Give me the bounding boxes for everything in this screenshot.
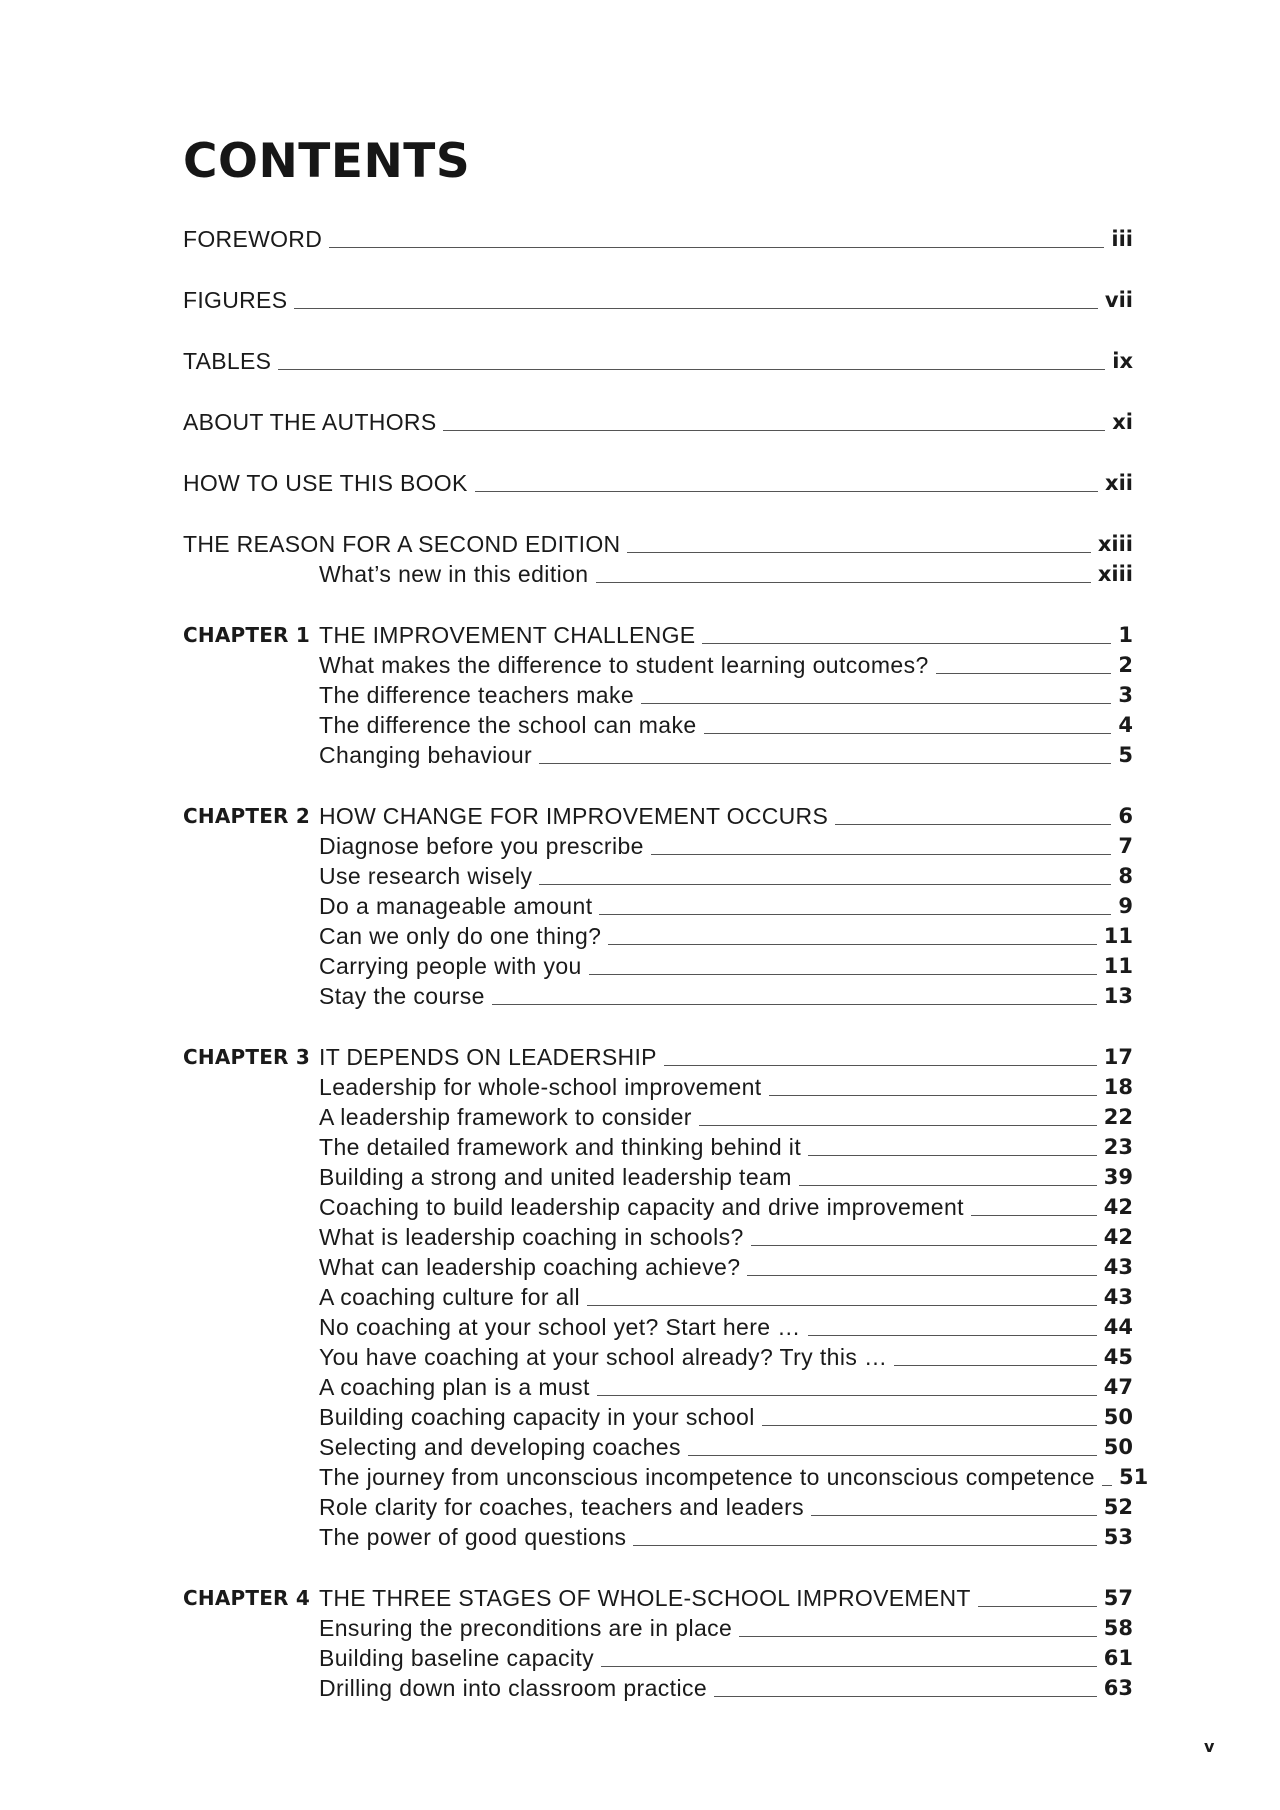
toc-entry-label: Stay the course <box>319 983 485 1009</box>
toc-subentry[interactable] <box>183 1162 1133 1192</box>
toc-entry-label: Use research wisely <box>319 863 533 889</box>
toc-entry-page: 7 <box>1118 834 1133 858</box>
toc-entry-page: 51 <box>1119 1465 1149 1489</box>
toc-entry-page: 13 <box>1103 984 1133 1008</box>
toc-entry-label: THE REASON FOR A SECOND EDITION <box>183 531 621 557</box>
toc-subentry[interactable] <box>183 1402 1133 1432</box>
toc-subentry[interactable] <box>183 559 1133 589</box>
toc-entry-page: 50 <box>1103 1435 1133 1459</box>
toc-subentry[interactable] <box>183 740 1133 770</box>
leader-line <box>702 642 1111 644</box>
leader-line <box>627 551 1090 553</box>
toc-entry-about-the-authors[interactable] <box>183 407 1133 437</box>
toc-entry-page: 39 <box>1103 1165 1133 1189</box>
toc-entry-page: xi <box>1112 410 1133 434</box>
toc-entry-page: xiii <box>1097 532 1133 556</box>
toc-entry-label: Building a strong and united leadership team <box>319 1164 792 1190</box>
toc-entry-page: 17 <box>1103 1045 1133 1069</box>
toc-entry-page: 11 <box>1103 924 1133 948</box>
leader-line <box>699 1124 1097 1126</box>
toc-entry-page: vii <box>1104 288 1133 312</box>
toc-entry-page: xiii <box>1097 562 1133 586</box>
toc-entry-figures[interactable] <box>183 285 1133 315</box>
toc-subentry[interactable] <box>183 1282 1133 1312</box>
toc-entry-page: 42 <box>1103 1225 1133 1249</box>
leader-line <box>769 1094 1097 1096</box>
toc-entry-label: The power of good questions <box>319 1524 627 1550</box>
toc-subentry[interactable] <box>183 1312 1133 1342</box>
toc-subentry[interactable] <box>183 831 1133 861</box>
toc-entry-label: Can we only do one thing? <box>319 923 602 949</box>
leader-line <box>601 1665 1097 1667</box>
toc-entry-page: 6 <box>1118 804 1133 828</box>
toc-entry-label: IT DEPENDS ON LEADERSHIP <box>319 1044 657 1070</box>
chapter-label: CHAPTER 1 <box>183 623 310 647</box>
toc-entry-label: Ensuring the preconditions are in place <box>319 1615 733 1641</box>
toc-entry-page: 47 <box>1103 1375 1133 1399</box>
toc-entry-label: Carrying people with you <box>319 953 582 979</box>
leader-line <box>664 1064 1097 1066</box>
toc-entry-label: Building baseline capacity <box>319 1645 595 1671</box>
leader-line <box>751 1244 1097 1246</box>
toc-entry-label: Selecting and developing coaches <box>319 1434 681 1460</box>
toc-entry-page: ix <box>1112 349 1133 373</box>
leader-line <box>294 307 1098 309</box>
toc-subentry[interactable] <box>183 921 1133 951</box>
toc-entry-label: ABOUT THE AUTHORS <box>183 409 437 435</box>
toc-entry-label: A coaching plan is a must <box>319 1374 590 1400</box>
leader-line <box>835 823 1111 825</box>
toc-subentry[interactable] <box>183 1072 1133 1102</box>
toc-chapter-3[interactable] <box>183 1042 1133 1072</box>
toc-entry-page: 5 <box>1118 743 1133 767</box>
toc-entry-page: 43 <box>1103 1255 1133 1279</box>
toc-entry-label: FIGURES <box>183 287 288 313</box>
toc-entry-label: Diagnose before you prescribe <box>319 833 644 859</box>
toc-subentry[interactable] <box>183 981 1133 1011</box>
toc-entry-page: 3 <box>1118 683 1133 707</box>
toc-entry-how-to-use[interactable] <box>183 468 1133 498</box>
leader-line <box>608 943 1096 945</box>
toc-entry-label: Leadership for whole-school improvement <box>319 1074 762 1100</box>
toc-entry-page: 63 <box>1103 1676 1133 1700</box>
toc-entry-label: The difference teachers make <box>319 682 635 708</box>
toc-entry-label: The detailed framework and thinking behind it <box>319 1134 802 1160</box>
leader-line <box>808 1334 1097 1336</box>
leader-line <box>1102 1484 1112 1486</box>
toc-entry-label: HOW TO USE THIS BOOK <box>183 470 468 496</box>
leader-line <box>799 1184 1097 1186</box>
toc-entry-label: You have coaching at your school already? Try this … <box>319 1344 888 1370</box>
leader-line <box>599 913 1111 915</box>
toc-subentry[interactable] <box>183 1342 1133 1372</box>
toc-entry-label: Building coaching capacity in your school <box>319 1404 755 1430</box>
toc-subentry[interactable] <box>183 951 1133 981</box>
leader-line <box>971 1214 1097 1216</box>
toc-subentry[interactable] <box>183 891 1133 921</box>
toc-entry-tables[interactable] <box>183 346 1133 376</box>
toc-entry-label: A leadership framework to consider <box>319 1104 692 1130</box>
toc-entry-label: What is leadership coaching in schools? <box>319 1224 744 1250</box>
toc-chapter-4[interactable] <box>183 1583 1133 1613</box>
leader-line <box>811 1514 1097 1516</box>
toc-entry-label: Drilling down into classroom practice <box>319 1675 708 1701</box>
toc-entry-label: Role clarity for coaches, teachers and leaders <box>319 1494 805 1520</box>
leader-line <box>808 1154 1097 1156</box>
toc-subentry[interactable] <box>183 1462 1149 1492</box>
toc-entry-label: Do a manageable amount <box>319 893 593 919</box>
toc-entry-label: The journey from unconscious incompetence to unconscious competence <box>319 1464 1095 1490</box>
leader-line <box>633 1544 1096 1546</box>
toc-entry-page: xii <box>1105 471 1133 495</box>
toc-entry-label: FOREWORD <box>183 226 323 252</box>
toc-subentry[interactable] <box>183 710 1133 740</box>
toc-subentry[interactable] <box>183 1192 1133 1222</box>
leader-line <box>587 1304 1097 1306</box>
toc-entry-page: 57 <box>1103 1586 1133 1610</box>
leader-line <box>894 1364 1096 1366</box>
toc-entry-page: 9 <box>1118 894 1133 918</box>
toc-entry-page: 8 <box>1118 864 1133 888</box>
page-number: v <box>1204 1737 1215 1756</box>
toc-subentry[interactable] <box>183 861 1133 891</box>
toc-subentry[interactable] <box>183 1673 1133 1703</box>
toc-subentry[interactable] <box>183 1643 1133 1673</box>
toc-entry-page: 2 <box>1118 653 1133 677</box>
chapter-label: CHAPTER 4 <box>183 1586 310 1610</box>
toc-entry-page: 50 <box>1103 1405 1133 1429</box>
toc-entry-label: Coaching to build leadership capacity and drive improvement <box>319 1194 964 1220</box>
leader-line <box>739 1635 1097 1637</box>
leader-line <box>596 581 1091 583</box>
toc-subentry[interactable] <box>183 1522 1133 1552</box>
toc-entry-page: 18 <box>1103 1075 1133 1099</box>
leader-line <box>329 246 1104 248</box>
leader-line <box>539 883 1111 885</box>
chapter-label: CHAPTER 3 <box>183 1045 310 1069</box>
toc-entry-label: Changing behaviour <box>319 742 533 768</box>
leader-line <box>704 732 1112 734</box>
toc-entry-label: TABLES <box>183 348 272 374</box>
leader-line <box>492 1003 1097 1005</box>
leader-line <box>475 490 1098 492</box>
leader-line <box>978 1605 1097 1607</box>
toc-entry-label: What can leadership coaching achieve? <box>319 1254 741 1280</box>
toc-subentry[interactable] <box>183 1613 1133 1643</box>
chapter-label: CHAPTER 2 <box>183 804 310 828</box>
toc-entry-second-edition[interactable] <box>183 529 1133 559</box>
toc-chapter-2[interactable] <box>183 801 1133 831</box>
leader-line <box>278 368 1105 370</box>
toc-entry-page: 43 <box>1103 1285 1133 1309</box>
toc-entry-page: 58 <box>1103 1616 1133 1640</box>
toc-entry-page: 22 <box>1103 1105 1133 1129</box>
toc-entry-label: The difference the school can make <box>319 712 697 738</box>
page-title: CONTENTS <box>183 134 471 189</box>
toc-subentry[interactable] <box>183 1132 1133 1162</box>
toc-subentry[interactable] <box>183 1102 1133 1132</box>
toc-entry-label: HOW CHANGE FOR IMPROVEMENT OCCURS <box>319 803 829 829</box>
leader-line <box>641 702 1111 704</box>
leader-line <box>688 1454 1097 1456</box>
toc-entry-page: 53 <box>1103 1525 1133 1549</box>
toc-entry-page: 11 <box>1103 954 1133 978</box>
toc-entry-label: What makes the difference to student learning outcomes? <box>319 652 929 678</box>
toc-entry-page: 52 <box>1103 1495 1133 1519</box>
toc-entry-page: 42 <box>1103 1195 1133 1219</box>
leader-line <box>443 429 1105 431</box>
toc-entry-label: THE IMPROVEMENT CHALLENGE <box>319 622 696 648</box>
toc-subentry[interactable] <box>183 650 1133 680</box>
leader-line <box>597 1394 1097 1396</box>
leader-line <box>589 973 1097 975</box>
toc-entry-foreword[interactable] <box>183 224 1133 254</box>
toc-chapter-1[interactable] <box>183 620 1133 650</box>
toc-entry-page: 4 <box>1118 713 1133 737</box>
toc-entry-page: 45 <box>1103 1345 1133 1369</box>
leader-line <box>762 1424 1097 1426</box>
toc-entry-page: 44 <box>1103 1315 1133 1339</box>
toc-entry-label: THE THREE STAGES OF WHOLE-SCHOOL IMPROVEMENT <box>319 1585 971 1611</box>
leader-line <box>651 853 1112 855</box>
leader-line <box>747 1274 1096 1276</box>
toc-subentry[interactable] <box>183 1492 1133 1522</box>
leader-line <box>539 762 1111 764</box>
toc-entry-label: What’s new in this edition <box>319 561 589 587</box>
toc-entry-page: 1 <box>1118 623 1133 647</box>
table-of-contents <box>183 224 1149 1703</box>
toc-entry-page: 61 <box>1103 1646 1133 1670</box>
toc-entry-label: A coaching culture for all <box>319 1284 580 1310</box>
toc-entry-page: iii <box>1111 227 1133 251</box>
toc-entry-page: 23 <box>1103 1135 1133 1159</box>
leader-line <box>714 1695 1097 1697</box>
toc-subentry[interactable] <box>183 1222 1133 1252</box>
toc-subentry[interactable] <box>183 1432 1133 1462</box>
toc-subentry[interactable] <box>183 1372 1133 1402</box>
toc-entry-label: No coaching at your school yet? Start here … <box>319 1314 801 1340</box>
toc-subentry[interactable] <box>183 680 1133 710</box>
toc-subentry[interactable] <box>183 1252 1133 1282</box>
leader-line <box>936 672 1112 674</box>
